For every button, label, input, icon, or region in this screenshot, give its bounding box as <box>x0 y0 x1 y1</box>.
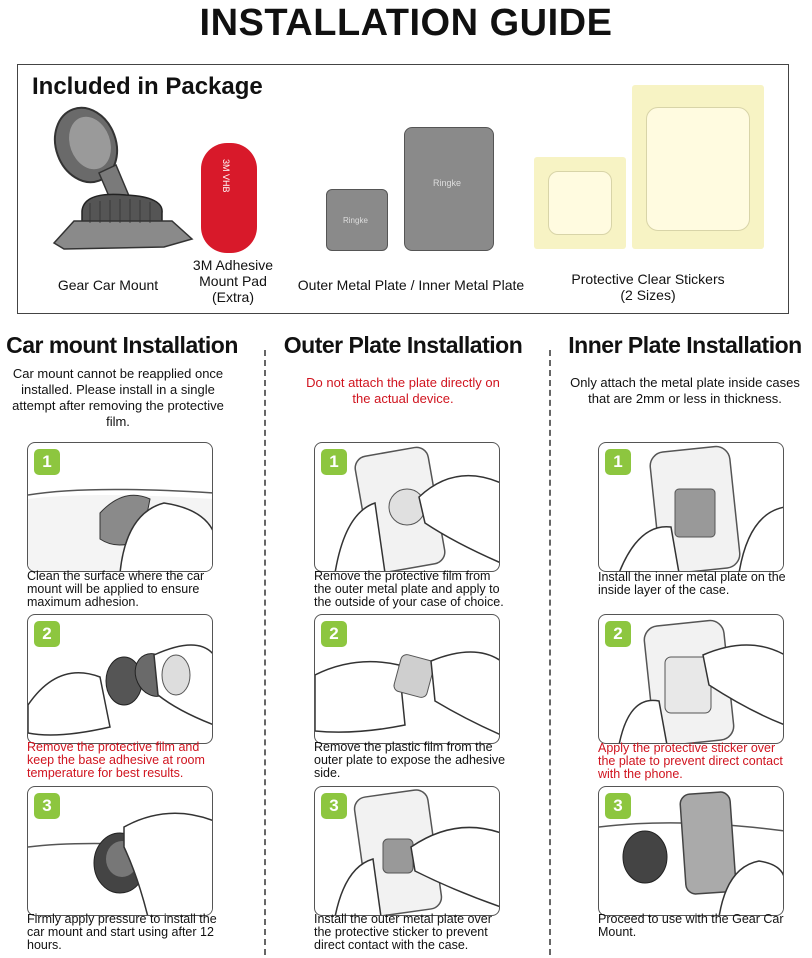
outer-plate-column-note: Do not attach the plate directly on the actual device. <box>306 375 500 406</box>
inner-plate-column-note: Only attach the metal plate inside cases that are 2mm or less in thickness. <box>570 375 800 406</box>
car-mount-label: Gear Car Mount <box>57 277 159 293</box>
step-number-badge: 1 <box>321 449 347 475</box>
step-box <box>27 442 213 572</box>
package-title: Included in Package <box>32 73 263 100</box>
plate-brand-text: Ringke <box>433 178 462 188</box>
step-number-badge: 2 <box>321 621 347 647</box>
stickers-label-line: Protective Clear Stickers <box>571 271 725 287</box>
small-sticker-image <box>534 157 626 249</box>
step-caption: Install the outer metal plate over the protective sticker to prevent direct contact with the case. <box>314 912 492 952</box>
step-number-badge: 3 <box>34 793 60 819</box>
adhesive-pad-label-line: Mount Pad <box>199 273 267 289</box>
inner-metal-plate-image <box>404 127 494 251</box>
step-box <box>598 614 784 744</box>
inner-plate-column-title: Inner Plate Installation <box>568 332 802 358</box>
step-caption: Firmly apply pressure to install the car mount and start using after 12 hours. <box>27 912 217 952</box>
plate-brand-text: Ringke <box>343 216 368 225</box>
step-caption: Install the inner metal plate on the inside layer of the case. <box>598 570 786 597</box>
step-caption: Apply the protective sticker over the plate to prevent direct contact with the phone. <box>598 741 783 781</box>
step-number-badge: 3 <box>321 793 347 819</box>
large-sticker-image <box>632 85 764 249</box>
step-box <box>314 614 500 744</box>
step-caption: Remove the plastic film from the outer plate to expose the adhesive side. <box>314 740 506 780</box>
outer-metal-plate-image <box>326 189 388 251</box>
carmount-column-title: Car mount Installation <box>6 332 238 358</box>
step-caption: Remove the protective film and keep the base adhesive at room temperature for best results. <box>27 740 205 780</box>
step-caption: Clean the surface where the car mount will be applied to ensure maximum adhesion. <box>27 569 205 609</box>
adhesive-pad-text: 3M VHB <box>221 159 231 193</box>
step-box <box>598 442 784 572</box>
step-number-badge: 2 <box>605 621 631 647</box>
step-number-badge: 1 <box>605 449 631 475</box>
adhesive-pad-label-line: (Extra) <box>212 289 254 305</box>
column-divider <box>549 350 551 955</box>
step-box <box>27 786 213 916</box>
step-number-badge: 3 <box>605 793 631 819</box>
step-caption: Remove the protective film from the outer metal plate and apply to the outside of your case of choice. <box>314 569 504 609</box>
adhesive-pad-image <box>201 143 257 253</box>
car-mount-image <box>44 103 194 253</box>
step-box <box>598 786 784 916</box>
stickers-label-line: (2 Sizes) <box>620 287 676 303</box>
stickers-label <box>558 271 738 303</box>
step-number-badge: 1 <box>34 449 60 475</box>
column-divider <box>264 350 266 955</box>
carmount-column-note: Car mount cannot be reapplied once installed. Please install in a single attempt after removing the protective film. <box>12 366 224 429</box>
step-box <box>27 614 213 744</box>
metal-plates-label: Outer Metal Plate / Inner Metal Plate <box>297 277 525 293</box>
page-title: INSTALLATION GUIDE <box>199 2 613 44</box>
package-box <box>17 64 789 314</box>
step-number-badge: 2 <box>34 621 60 647</box>
step-caption: Proceed to use with the Gear Car Mount. <box>598 912 784 939</box>
outer-plate-column-title: Outer Plate Installation <box>283 332 523 358</box>
adhesive-pad-label-line: 3M Adhesive <box>192 257 274 273</box>
adhesive-pad-label <box>178 257 288 305</box>
step-box <box>314 786 500 916</box>
step-box <box>314 442 500 572</box>
